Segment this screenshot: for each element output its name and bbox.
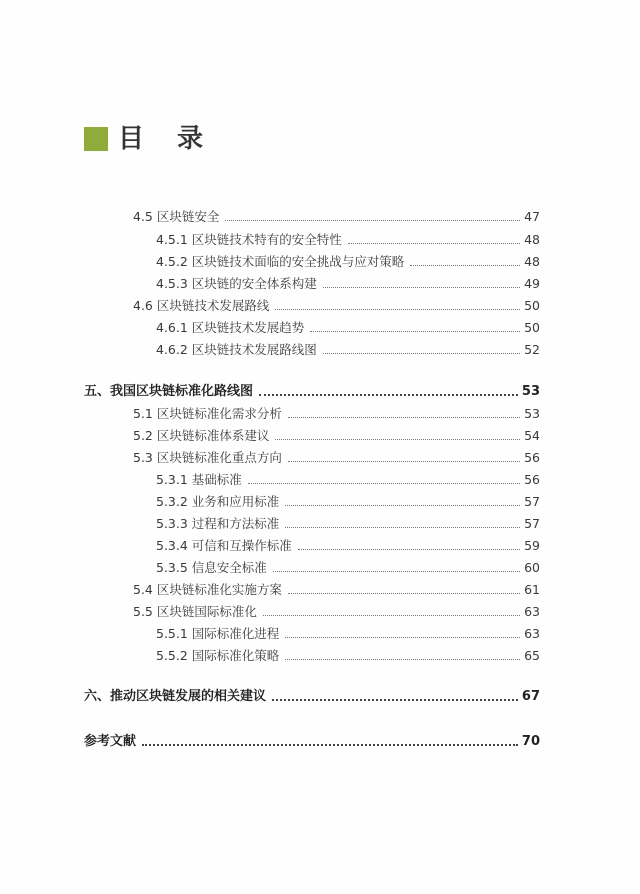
dot-leader	[348, 243, 520, 244]
toc-entry-page: 49	[524, 276, 540, 291]
toc-entry-page: 56	[524, 472, 540, 487]
toc-entry-label: 5.5.1 国际标准化进程	[156, 626, 280, 641]
toc-entry-label: 五、我国区块链标准化路线图	[84, 384, 254, 399]
dot-leader	[248, 483, 520, 484]
toc-entry-page: 48	[524, 232, 540, 247]
toc-chapter-entry[interactable]	[84, 688, 540, 706]
toc-entry-page: 48	[524, 254, 540, 269]
dot-leader	[259, 394, 518, 396]
dot-leader	[323, 353, 520, 354]
toc-entry-label: 4.6.1 区块链技术发展趋势	[156, 320, 305, 335]
toc-entry-label: 5.5 区块链国际标准化	[133, 604, 257, 619]
toc-entry-label: 5.3 区块链标准化重点方向	[133, 450, 282, 465]
dot-leader	[310, 331, 520, 332]
toc-entry-label: 5.3.5 信息安全标准	[156, 560, 267, 575]
toc-entry[interactable]	[156, 471, 540, 489]
toc-entry-label: 参考文献	[84, 734, 137, 749]
toc-entry-page: 61	[524, 582, 540, 597]
toc-entry-page: 52	[524, 342, 540, 357]
dot-leader	[288, 417, 520, 418]
toc-entry-page: 54	[524, 428, 540, 443]
toc-entry[interactable]	[133, 427, 540, 445]
toc-entry[interactable]	[156, 515, 540, 533]
toc-entry-page: 59	[524, 538, 540, 553]
dot-leader	[272, 699, 518, 701]
toc-entry-page: 63	[524, 604, 540, 619]
page-title: 目 录	[118, 124, 216, 154]
toc-entry-page: 67	[521, 689, 540, 704]
toc-entry-label: 4.5.2 区块链技术面临的安全挑战与应对策略	[156, 254, 405, 269]
toc-entry-label: 4.5 区块链安全	[133, 209, 220, 224]
toc-entry-label: 4.6 区块链技术发展路线	[133, 298, 270, 313]
toc-entry-label: 5.2 区块链标准体系建议	[133, 428, 270, 443]
toc-entry-page: 70	[521, 734, 540, 749]
dot-leader	[285, 659, 520, 660]
toc-entry[interactable]	[133, 581, 540, 599]
toc-entry[interactable]	[156, 275, 540, 293]
dot-leader	[285, 505, 520, 506]
dot-leader	[275, 309, 520, 310]
dot-leader	[263, 615, 520, 616]
toc-entry-label: 5.1 区块链标准化需求分析	[133, 406, 282, 421]
dot-leader	[323, 287, 520, 288]
toc-entry-label: 4.6.2 区块链技术发展路线图	[156, 342, 317, 357]
toc-entry-page: 57	[524, 494, 540, 509]
toc-entry-label: 六、推动区块链发展的相关建议	[84, 689, 267, 704]
dot-leader	[275, 439, 520, 440]
toc-entry[interactable]	[156, 647, 540, 665]
toc-chapter-entry[interactable]	[84, 733, 540, 751]
toc-entry[interactable]	[156, 559, 540, 577]
toc-entry-page: 60	[524, 560, 540, 575]
toc-entry-page: 53	[521, 384, 540, 399]
toc-entry[interactable]	[156, 253, 540, 271]
toc-entry-label: 5.3.2 业务和应用标准	[156, 494, 280, 509]
toc-entry-label: 4.5.1 区块链技术特有的安全特性	[156, 232, 342, 247]
toc-entry[interactable]	[133, 603, 540, 621]
toc-entry-label: 5.3.4 可信和互操作标准	[156, 538, 292, 553]
toc-entry-page: 50	[524, 320, 540, 335]
dot-leader	[298, 549, 520, 550]
toc-entry-page: 50	[524, 298, 540, 313]
dot-leader	[288, 593, 520, 594]
dot-leader	[273, 571, 520, 572]
toc-entry-page: 56	[524, 450, 540, 465]
toc-entry[interactable]	[156, 537, 540, 555]
dot-leader	[285, 637, 520, 638]
toc-entry-page: 47	[524, 209, 540, 224]
toc-entry[interactable]	[156, 493, 540, 511]
toc-entry-label: 5.4 区块链标准化实施方案	[133, 582, 282, 597]
toc-entry[interactable]	[133, 449, 540, 467]
toc-entry-page: 53	[524, 406, 540, 421]
toc-chapter-entry[interactable]	[84, 383, 540, 401]
toc-entry[interactable]	[156, 319, 540, 337]
toc-entry[interactable]	[156, 341, 540, 359]
toc-entry[interactable]	[156, 625, 540, 643]
toc-entry-page: 63	[524, 626, 540, 641]
toc-entry-label: 5.3.3 过程和方法标准	[156, 516, 280, 531]
dot-leader	[142, 744, 518, 746]
toc-entry-label: 5.3.1 基础标准	[156, 472, 242, 487]
dot-leader	[285, 527, 520, 528]
toc-entry[interactable]	[156, 231, 540, 249]
toc-entry-page: 65	[524, 648, 540, 663]
dot-leader	[225, 220, 520, 221]
toc-entry-label: 5.5.2 国际标准化策略	[156, 648, 280, 663]
dot-leader	[410, 265, 520, 266]
toc-entry[interactable]	[133, 405, 540, 423]
toc-entry[interactable]	[133, 208, 540, 226]
toc-entry-label: 4.5.3 区块链的安全体系构建	[156, 276, 317, 291]
dot-leader	[288, 461, 520, 462]
toc-entry-page: 57	[524, 516, 540, 531]
toc-entry[interactable]	[133, 297, 540, 315]
